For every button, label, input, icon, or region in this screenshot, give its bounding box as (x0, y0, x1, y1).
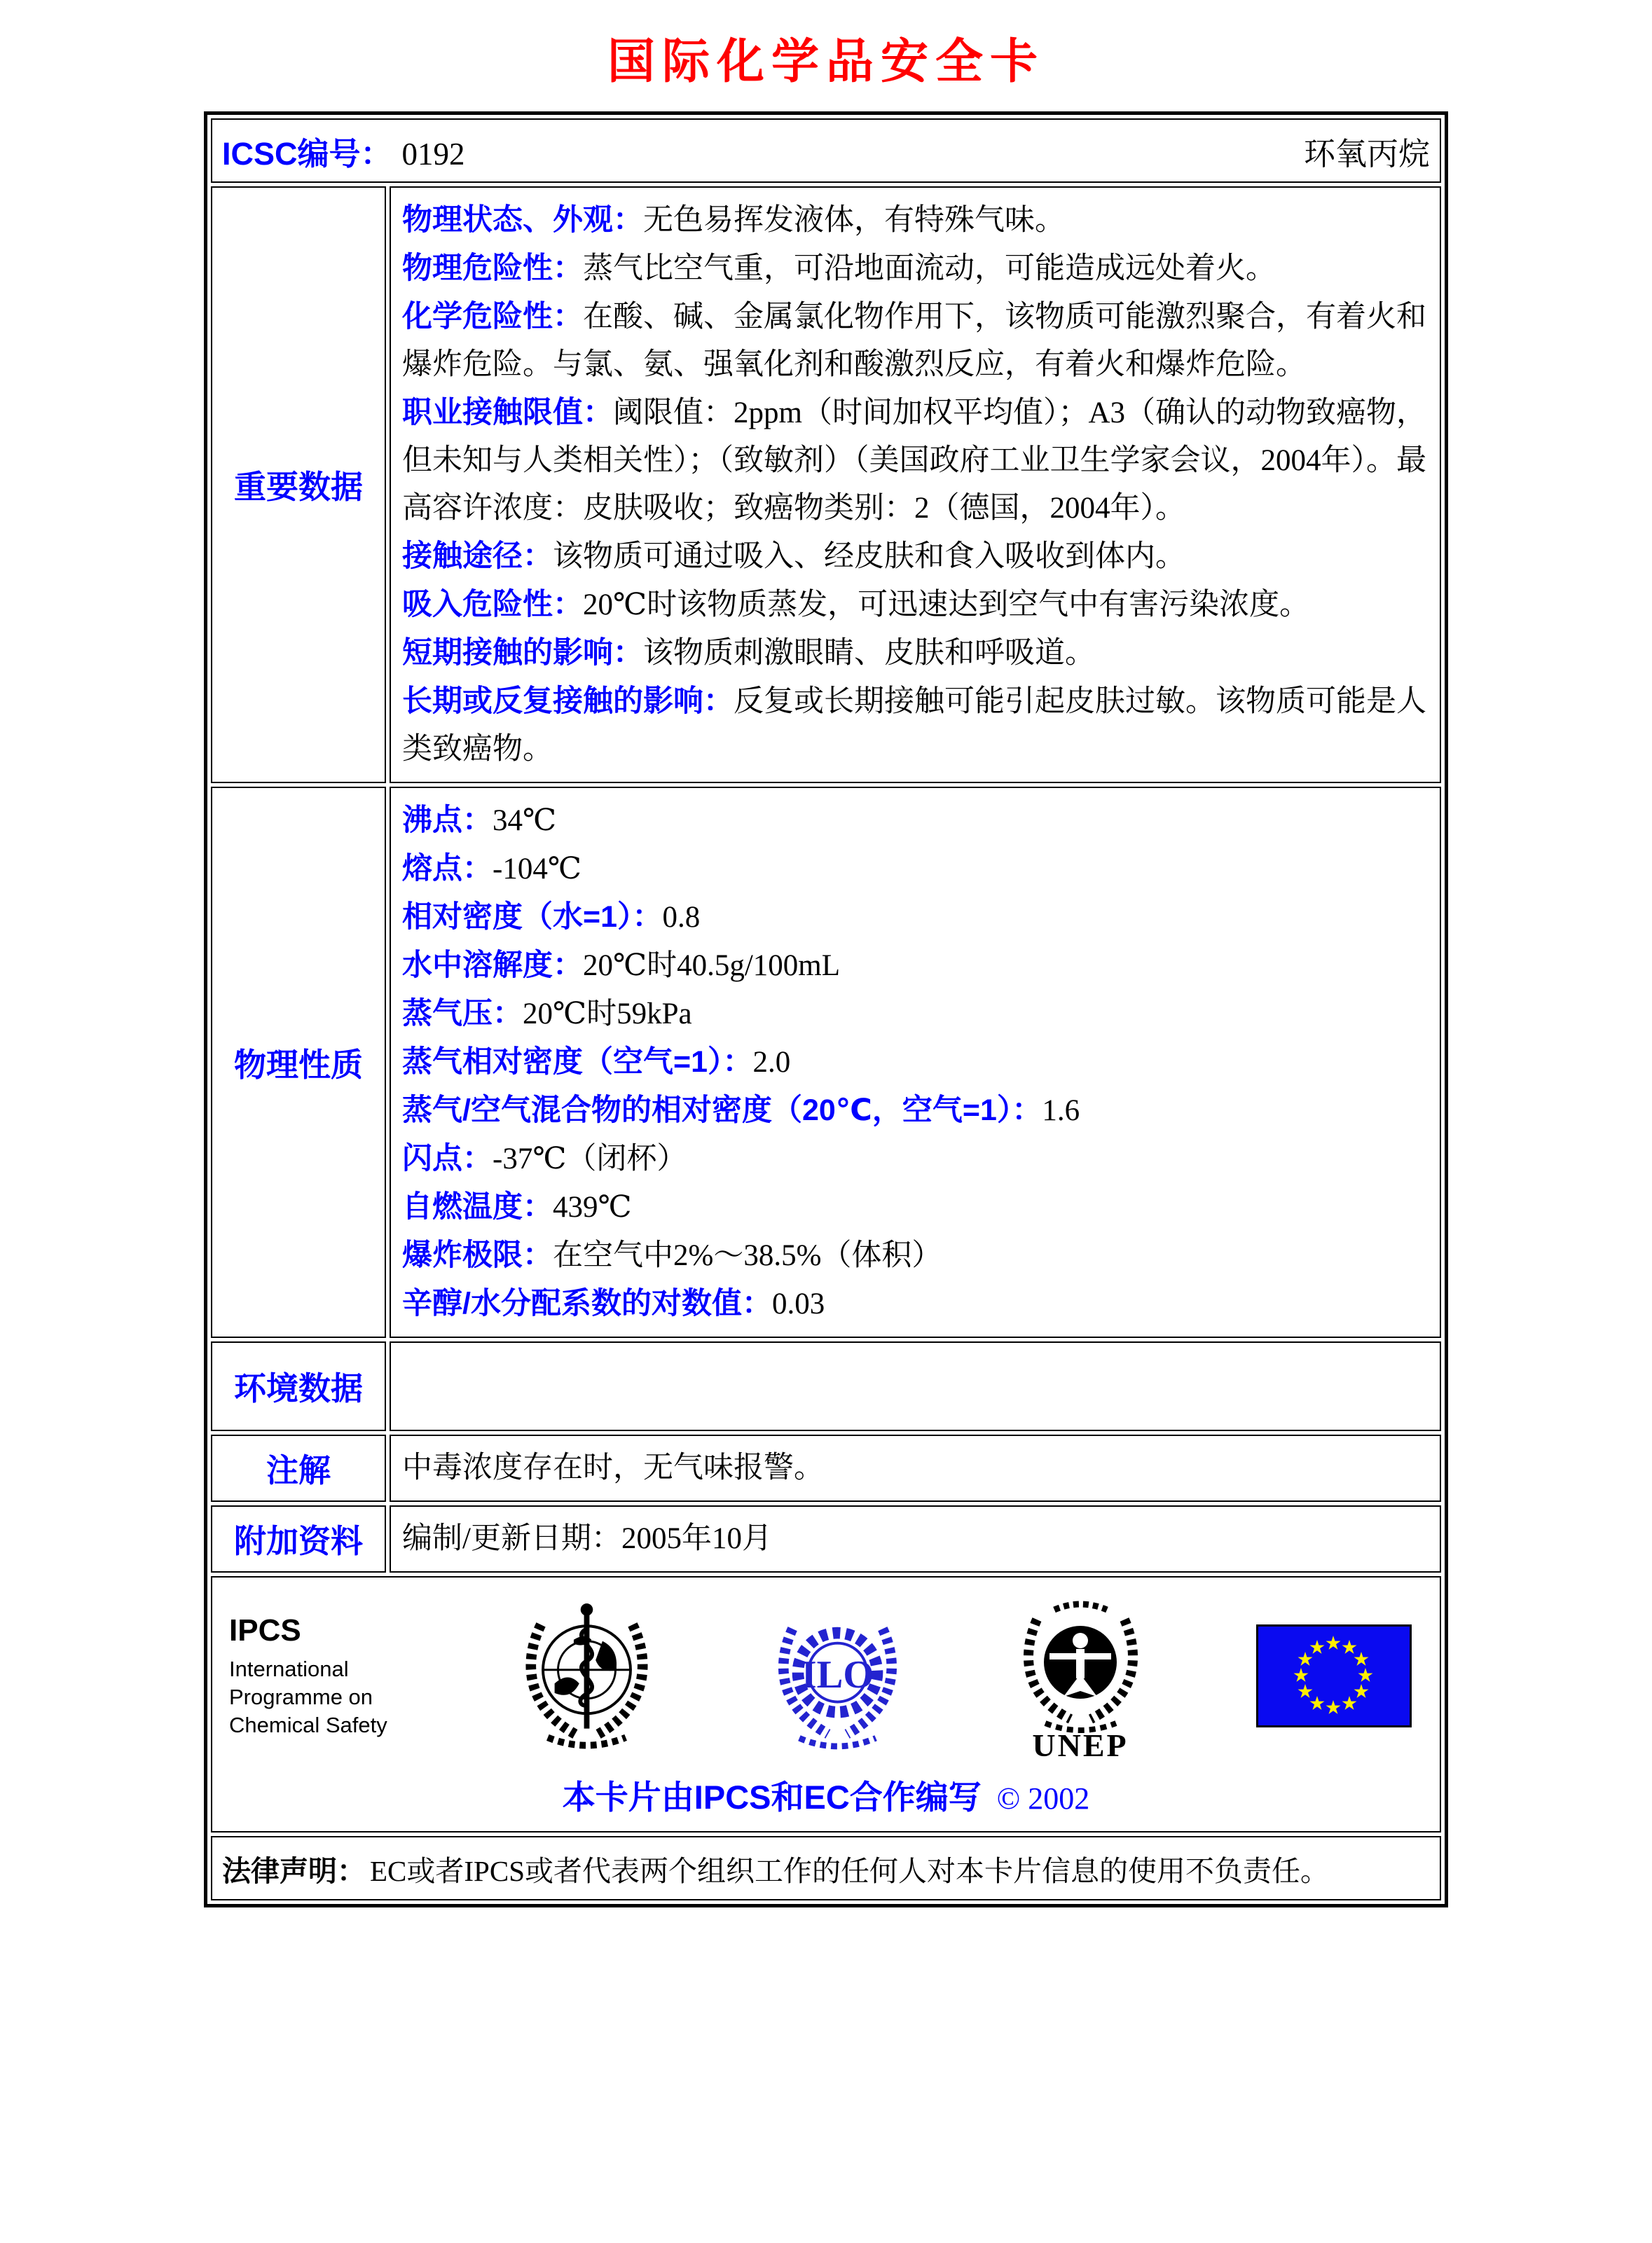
ipcs-line: Programme on (229, 1684, 373, 1709)
who-logo-icon (515, 1596, 659, 1757)
legal-row (211, 1836, 1441, 1900)
physical-property-item (402, 990, 1429, 1038)
item-text: 阈限值：2ppm（时间加权平均值）；A3（确认的动物致癌物，但未知与人类相关性）；（致敏剂）（美国政府工业卫生学家会议，2004年）。最高容许浓度：皮肤吸收；致癌物类别：2（德国，2004年）。 (402, 396, 1426, 525)
item-text: 该物质可通过吸入、经皮肤和食入吸收到体内。 (553, 540, 1185, 573)
item-text: -37℃（闭杯） (493, 1143, 687, 1175)
environmental-data-content (390, 1341, 1441, 1431)
credit-line (226, 1772, 1426, 1818)
icsc-table (204, 111, 1448, 1907)
physical-property-item (402, 893, 1429, 941)
legal-label: 法律声明： (222, 1854, 366, 1887)
item-label: 蒸气压： (402, 997, 523, 1030)
ipcs-wordmark (229, 1613, 404, 1739)
item-text: 20℃时59kPa (523, 998, 692, 1030)
item-text: -104℃ (493, 853, 581, 885)
additional-info-section-label: 附加资料 (211, 1505, 386, 1573)
item-text: 无色易挥发液体，有特殊气味。 (643, 204, 1065, 237)
unep-logo-text: UNEP (1032, 1727, 1129, 1762)
item-text: 34℃ (493, 804, 557, 837)
important-data-section-label: 重要数据 (211, 186, 386, 783)
item-label: 相对密度（水=1）： (402, 900, 663, 934)
important-data-content (390, 186, 1441, 783)
logos-strip (226, 1590, 1426, 1762)
item-label: 闪点： (402, 1142, 493, 1175)
unep-logo-icon (1016, 1590, 1145, 1762)
important-data-item (402, 244, 1429, 293)
chemical-name: 环氧丙烷 (1303, 136, 1430, 172)
ilo-logo-text: ILO (801, 1652, 874, 1697)
item-label: 接触途径： (402, 539, 553, 573)
notes-section-label: 注解 (211, 1435, 386, 1502)
item-label: 长期或反复接触的影响： (402, 684, 734, 718)
legal-text: EC或者IPCS或者代表两个组织工作的任何人对本卡片信息的使用不负责任。 (370, 1854, 1329, 1887)
item-text: 0.8 (662, 901, 701, 934)
item-label: 熔点： (402, 852, 493, 885)
important-data-row (211, 186, 1441, 783)
item-label: 水中溶解度： (402, 948, 583, 982)
item-text: 20℃时该物质蒸发，可迅速达到空气中有害污染浓度。 (583, 588, 1310, 621)
item-label: 蒸气相对密度（空气=1）： (402, 1045, 753, 1079)
physical-property-item (402, 1086, 1429, 1135)
icsc-number-group (222, 128, 465, 174)
physical-property-item (402, 1183, 1429, 1231)
item-label: 化学危险性： (402, 300, 583, 333)
item-text: 1.6 (1042, 1094, 1080, 1127)
physical-property-item (402, 1231, 1429, 1280)
item-text: 0.03 (771, 1288, 825, 1320)
item-text: 2.0 (752, 1046, 791, 1079)
important-data-item (402, 389, 1429, 532)
item-label: 自燃温度： (402, 1190, 553, 1224)
physical-property-item (402, 1280, 1429, 1328)
important-data-item (402, 677, 1429, 773)
legal-cell (211, 1836, 1441, 1900)
item-label: 爆炸极限： (402, 1238, 553, 1272)
physical-properties-row (211, 787, 1441, 1338)
item-label: 吸入危险性： (402, 588, 583, 621)
item-label: 辛醇/水分配系数的对数值： (402, 1287, 772, 1320)
logos-cell (211, 1576, 1441, 1833)
physical-property-item (402, 845, 1429, 893)
notes-content: 中毒浓度存在时，无气味报警。 (390, 1435, 1441, 1502)
ilo-logo-icon (769, 1602, 906, 1751)
item-text: 该物质刺激眼睛、皮肤和呼吸道。 (643, 637, 1095, 670)
eu-flag-icon (1256, 1624, 1412, 1727)
logos-row (211, 1576, 1441, 1833)
ipcs-line: Chemical Safety (229, 1712, 387, 1737)
important-data-item (402, 532, 1429, 581)
physical-property-item (402, 1135, 1429, 1183)
header-cell (211, 118, 1441, 183)
environmental-data-section-label: 环境数据 (211, 1341, 386, 1431)
icsc-number-value: 0192 (401, 136, 465, 172)
page-title: 国际化学品安全卡 (607, 34, 1045, 90)
important-data-item (402, 196, 1429, 244)
item-label: 职业接触限值： (402, 396, 613, 429)
additional-info-row (211, 1505, 1441, 1573)
physical-property-item (402, 796, 1429, 845)
item-label: 蒸气/空气混合物的相对密度（20℃，空气=1）： (402, 1093, 1042, 1127)
physical-properties-content (390, 787, 1441, 1338)
important-data-item (402, 629, 1429, 677)
important-data-item (402, 581, 1429, 629)
header-row (211, 118, 1441, 183)
copyright-text: © 2002 (996, 1781, 1090, 1816)
item-label: 物理状态、外观： (402, 203, 643, 237)
item-text: 20℃时40.5g/100mL (583, 949, 841, 982)
item-text: 在空气中2%～38.5%（体积） (553, 1239, 942, 1272)
item-label: 物理危险性： (402, 251, 583, 285)
ipcs-title: IPCS (229, 1613, 301, 1648)
physical-properties-section-label: 物理性质 (211, 787, 386, 1338)
environmental-data-row (211, 1341, 1441, 1431)
important-data-item (402, 293, 1429, 389)
physical-property-item (402, 941, 1429, 990)
notes-row (211, 1435, 1441, 1502)
item-text: 439℃ (553, 1191, 632, 1224)
item-label: 短期接触的影响： (402, 636, 643, 670)
ipcs-line: International (229, 1656, 349, 1681)
item-text: 在酸、碱、金属氯化物作用下，该物质可能激烈聚合，有着火和爆炸危险。与氯、氨、强氧化剂和酸激烈反应，有着火和爆炸危险。 (402, 301, 1426, 381)
item-text: 蒸气比空气重，可沿地面流动，可能造成远处着火。 (583, 252, 1276, 285)
item-text: 反复或长期接触可能引起皮肤过敏。该物质可能是人类致癌物。 (402, 685, 1426, 766)
additional-info-content: 编制/更新日期：2005年10月 (390, 1505, 1441, 1573)
item-label: 沸点： (402, 803, 493, 837)
icsc-number-label: ICSC编号： (222, 135, 392, 172)
credit-text: 本卡片由IPCS和EC合作编写 (562, 1779, 982, 1816)
physical-property-item (402, 1038, 1429, 1086)
